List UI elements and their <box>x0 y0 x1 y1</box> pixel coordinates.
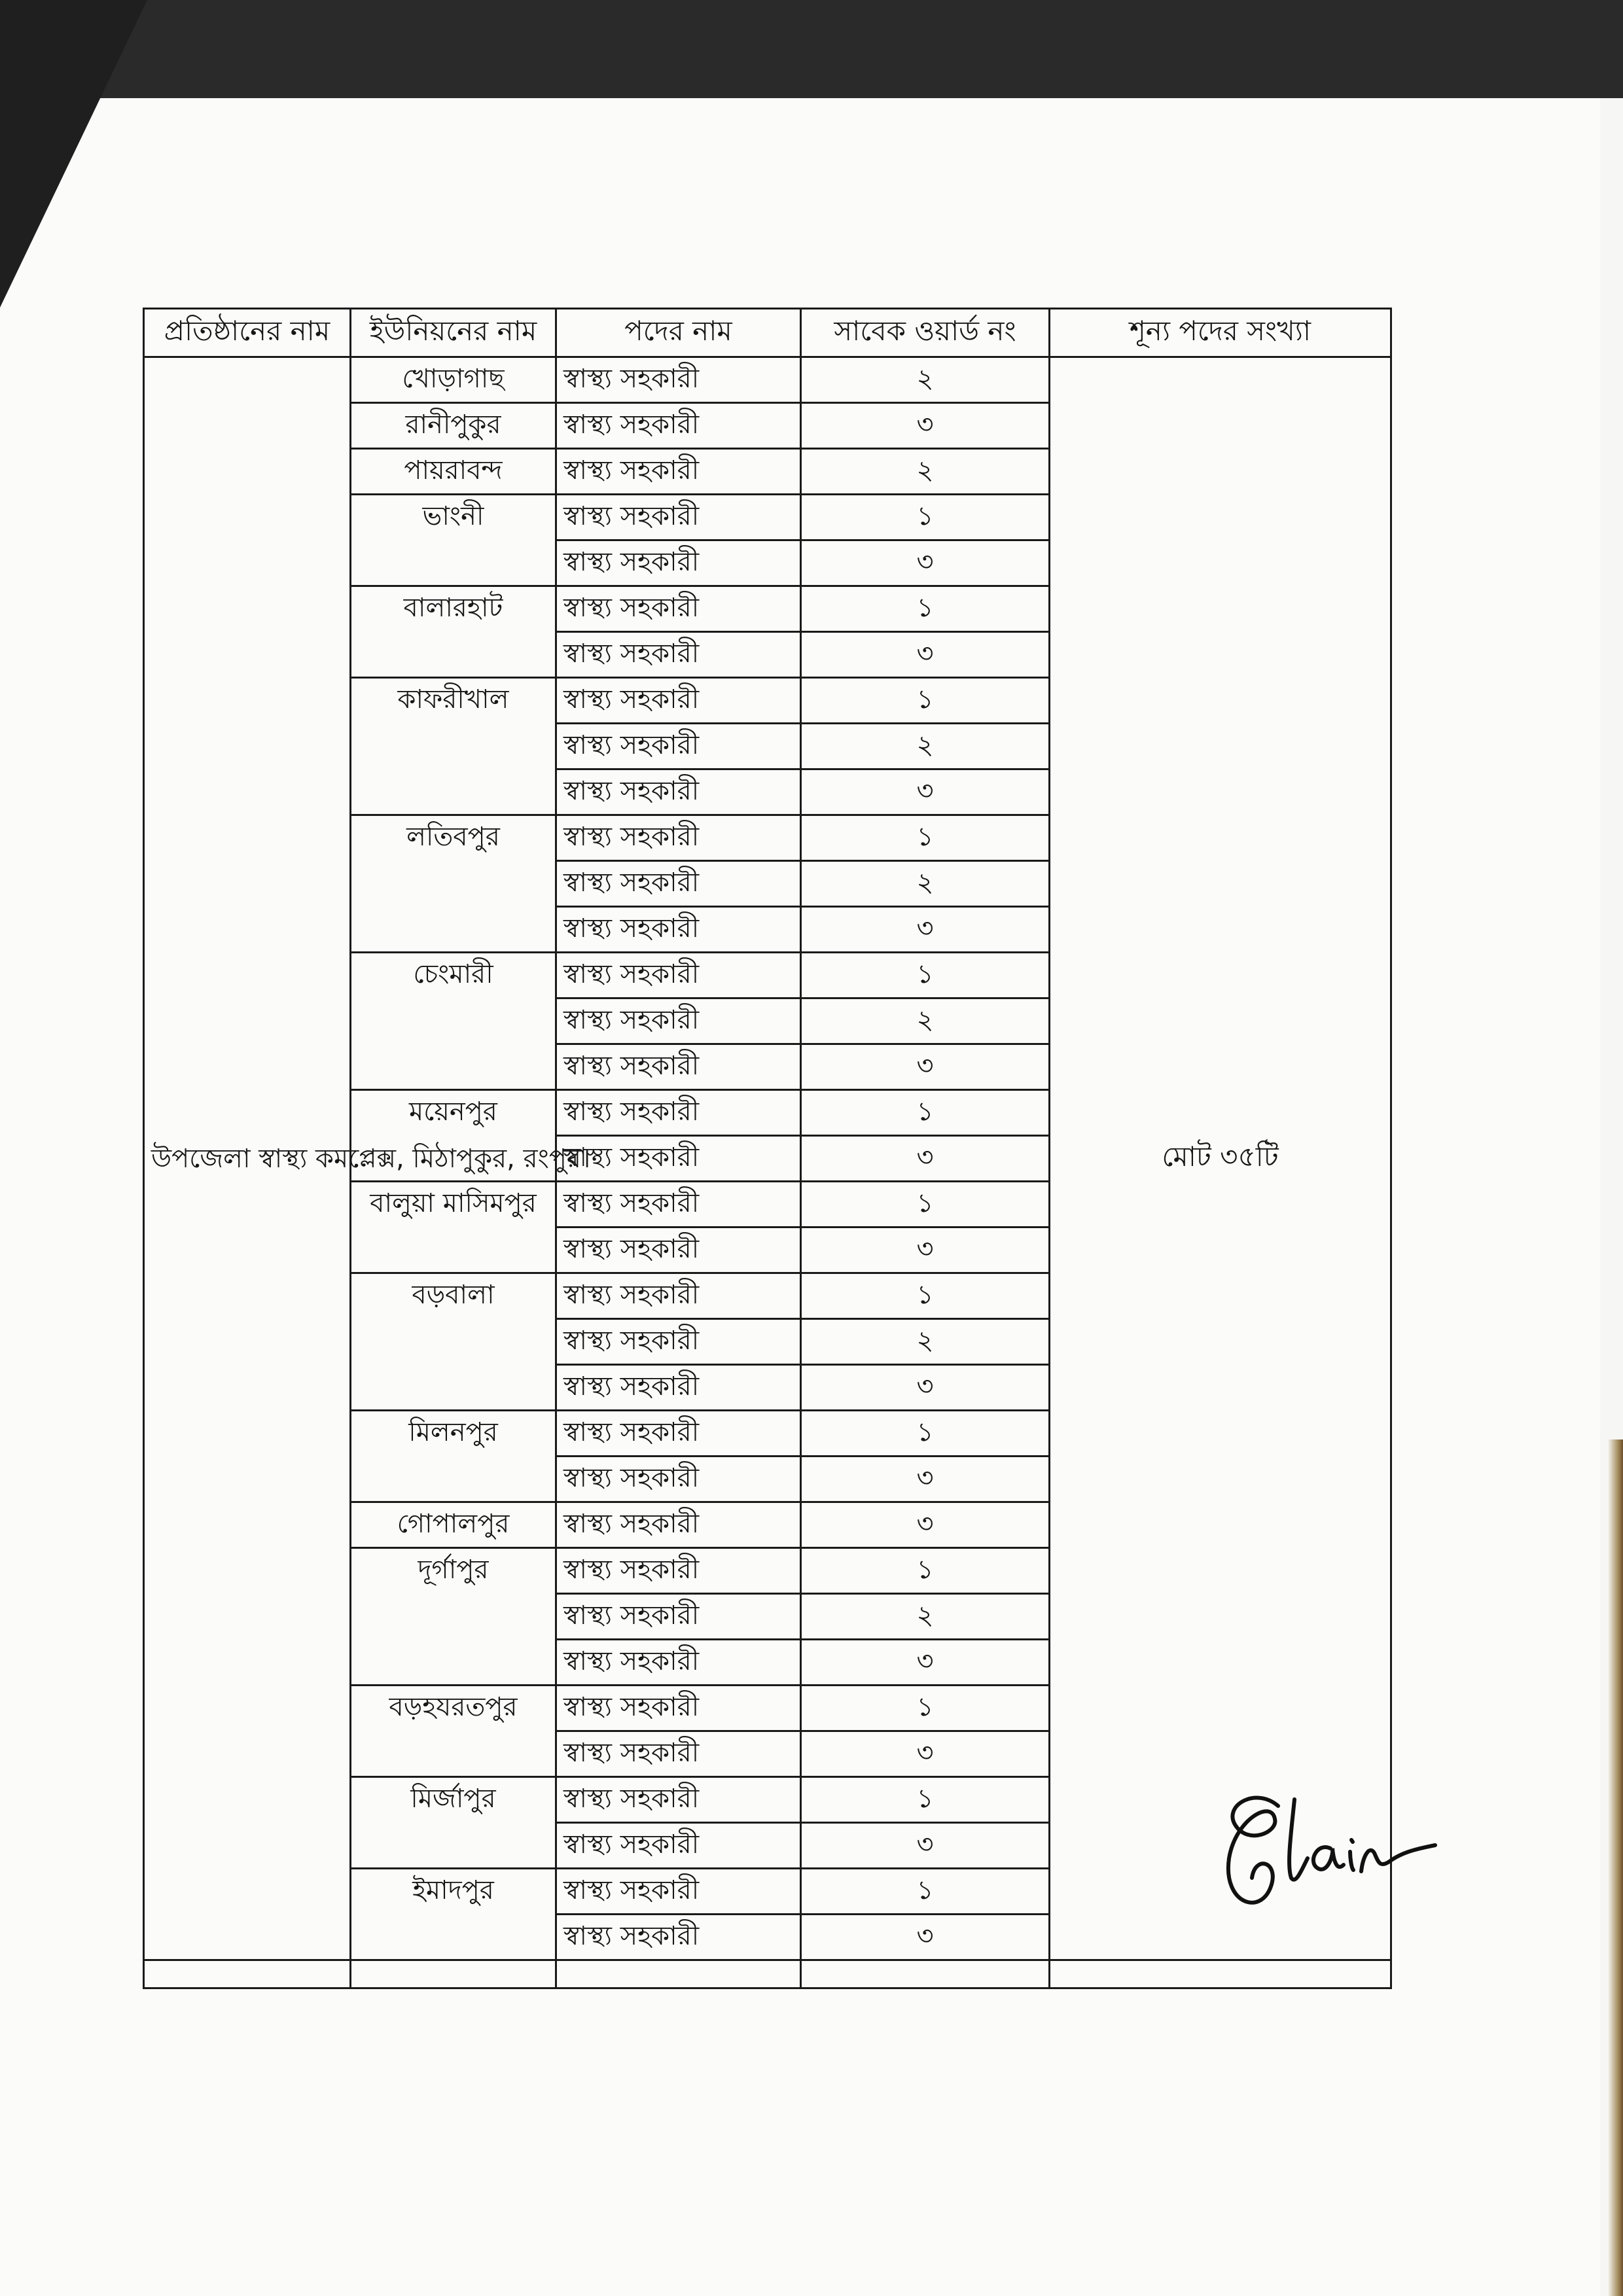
post-name: স্বাস্থ্য সহকারী <box>556 998 801 1044</box>
post-name: স্বাস্থ্য সহকারী <box>556 1731 801 1777</box>
ward-number: ৩ <box>801 1457 1050 1502</box>
post-name: স্বাস্থ্য সহকারী <box>556 907 801 953</box>
ward-number: ৩ <box>801 1227 1050 1273</box>
table-row <box>144 357 1391 403</box>
post-name: স্বাস্থ্য সহকারী <box>556 540 801 586</box>
vacancy-table <box>143 308 1392 1989</box>
ward-number: ৩ <box>801 632 1050 678</box>
union-name: খোড়াগাছ <box>351 357 556 403</box>
post-name: স্বাস্থ্য সহকারী <box>556 1502 801 1548</box>
ward-number: ৩ <box>801 1640 1050 1686</box>
post-name: স্বাস্থ্য সহকারী <box>556 1044 801 1090</box>
post-name: স্বাস্থ্য সহকারী <box>556 1227 801 1273</box>
ward-number: ১ <box>801 1548 1050 1594</box>
vacancy-total: মোট ৩৫টি <box>1050 357 1391 1960</box>
ward-number: ১ <box>801 586 1050 632</box>
ward-number: ৩ <box>801 1731 1050 1777</box>
post-name: স্বাস্থ্য সহকারী <box>556 357 801 403</box>
post-name: স্বাস্থ্য সহকারী <box>556 586 801 632</box>
ward-number: ৩ <box>801 403 1050 449</box>
ward-number: ৩ <box>801 1044 1050 1090</box>
post-name: স্বাস্থ্য সহকারী <box>556 1869 801 1915</box>
scan-background-top <box>0 0 1623 98</box>
post-name: স্বাস্থ্য সহকারী <box>556 1182 801 1227</box>
post-name: স্বাস্থ্য সহকারী <box>556 1823 801 1869</box>
header-vacancies: শূন্য পদের সংখ্যা <box>1050 309 1391 357</box>
empty-cell <box>556 1960 801 1988</box>
empty-cell <box>1050 1960 1391 1988</box>
ward-number: ৩ <box>801 1915 1050 1960</box>
ward-number: ২ <box>801 449 1050 495</box>
ward-number: ১ <box>801 1777 1050 1823</box>
ward-number: ১ <box>801 1686 1050 1731</box>
ward-number: ১ <box>801 1182 1050 1227</box>
header-post: পদের নাম <box>556 309 801 357</box>
ward-number: ১ <box>801 1869 1050 1915</box>
union-name: বালুয়া মাসিমপুর <box>351 1182 556 1273</box>
post-name: স্বাস্থ্য সহকারী <box>556 724 801 769</box>
union-name: ময়েনপুর <box>351 1090 556 1182</box>
union-name: কাফরীখাল <box>351 678 556 815</box>
header-institution: প্রতিষ্ঠানের নাম <box>144 309 351 357</box>
union-name: মিলনপুর <box>351 1411 556 1502</box>
scan-background-corner <box>0 0 147 308</box>
post-name: স্বাস্থ্য সহকারী <box>556 1640 801 1686</box>
post-name: স্বাস্থ্য সহকারী <box>556 1319 801 1365</box>
ward-number: ৩ <box>801 1502 1050 1548</box>
post-name: স্বাস্থ্য সহকারী <box>556 1136 801 1182</box>
empty-cell <box>801 1960 1050 1988</box>
ward-number: ১ <box>801 1273 1050 1319</box>
post-name: স্বাস্থ্য সহকারী <box>556 1686 801 1731</box>
post-name: স্বাস্থ্য সহকারী <box>556 1273 801 1319</box>
ward-number: ১ <box>801 495 1050 540</box>
post-name: স্বাস্থ্য সহকারী <box>556 449 801 495</box>
post-name: স্বাস্থ্য সহকারী <box>556 403 801 449</box>
table-header-row <box>144 309 1391 357</box>
ward-number: ২ <box>801 1319 1050 1365</box>
union-name: ভাংনী <box>351 495 556 586</box>
ward-number: ১ <box>801 815 1050 861</box>
post-name: স্বাস্থ্য সহকারী <box>556 632 801 678</box>
handwritten-signature-icon <box>1216 1780 1438 1930</box>
ward-number: ২ <box>801 357 1050 403</box>
ward-number: ৩ <box>801 1136 1050 1182</box>
post-name: স্বাস্থ্য সহকারী <box>556 1457 801 1502</box>
ward-number: ১ <box>801 1090 1050 1136</box>
header-union: ইউনিয়নের নাম <box>351 309 556 357</box>
post-name: স্বাস্থ্য সহকারী <box>556 1411 801 1457</box>
union-name: রানীপুকুর <box>351 403 556 449</box>
ward-number: ১ <box>801 953 1050 998</box>
ward-number: ১ <box>801 678 1050 724</box>
empty-cell <box>144 1960 351 1988</box>
union-name: চেংমারী <box>351 953 556 1090</box>
post-name: স্বাস্থ্য সহকারী <box>556 1594 801 1640</box>
union-name: মির্জাপুর <box>351 1777 556 1869</box>
post-name: স্বাস্থ্য সহকারী <box>556 861 801 907</box>
empty-table-row <box>144 1960 1391 1988</box>
post-name: স্বাস্থ্য সহকারী <box>556 1777 801 1823</box>
union-name: ইমাদপুর <box>351 1869 556 1960</box>
post-name: স্বাস্থ্য সহকারী <box>556 1090 801 1136</box>
post-name: স্বাস্থ্য সহকারী <box>556 815 801 861</box>
post-name: স্বাস্থ্য সহকারী <box>556 1365 801 1411</box>
ward-number: ২ <box>801 1594 1050 1640</box>
post-name: স্বাস্থ্য সহকারী <box>556 495 801 540</box>
ward-number: ১ <box>801 1411 1050 1457</box>
post-name: স্বাস্থ্য সহকারী <box>556 769 801 815</box>
ward-number: ২ <box>801 998 1050 1044</box>
ward-number: ২ <box>801 861 1050 907</box>
union-name: বালারহাট <box>351 586 556 678</box>
post-name: স্বাস্থ্য সহকারী <box>556 1915 801 1960</box>
post-name: স্বাস্থ্য সহকারী <box>556 678 801 724</box>
ward-number: ৩ <box>801 540 1050 586</box>
post-name: স্বাস্থ্য সহকারী <box>556 1548 801 1594</box>
ward-number: ৩ <box>801 769 1050 815</box>
union-name: লতিবপুর <box>351 815 556 953</box>
ward-number: ২ <box>801 724 1050 769</box>
ward-number: ৩ <box>801 907 1050 953</box>
post-name: স্বাস্থ্য সহকারী <box>556 953 801 998</box>
table-body <box>144 357 1391 1988</box>
ward-number: ৩ <box>801 1365 1050 1411</box>
union-name: গোপালপুর <box>351 1502 556 1548</box>
institution-name: উপজেলা স্বাস্থ্য কমপ্লেক্স, মিঠাপুকুর, রংপুর। <box>144 357 351 1960</box>
scan-background-edge <box>1607 1439 1623 2296</box>
union-name: দূর্গাপুর <box>351 1548 556 1686</box>
empty-cell <box>351 1960 556 1988</box>
ward-number: ৩ <box>801 1823 1050 1869</box>
header-ward: সাবেক ওয়ার্ড নং <box>801 309 1050 357</box>
union-name: বড়হযরতপুর <box>351 1686 556 1777</box>
union-name: পায়রাবন্দ <box>351 449 556 495</box>
union-name: বড়বালা <box>351 1273 556 1411</box>
